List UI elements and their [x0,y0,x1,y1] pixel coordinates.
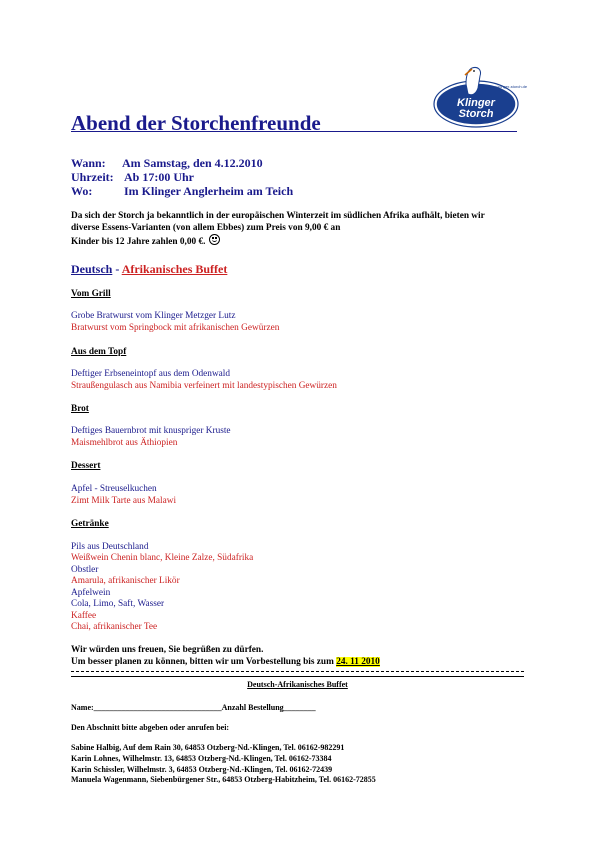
menu-item: Apfel - Streuselkuchen [71,484,157,494]
intro-line-3 [71,234,531,248]
menu-item: Deftiges Bauernbrot mit knuspriger Kruste [71,426,231,436]
section-heading-dessert: Dessert [71,461,101,471]
contact-line: Sabine Halbig, Auf dem Rain 30, 64853 Otzberg-Nd.-Klingen, Tel. 06162-982291 [71,743,345,752]
menu-item: Apfelwein [71,588,111,598]
menu-item: Deftiger Erbseneintopf aus dem Odenwald [71,369,231,379]
contact-line: Karin Schissler, Wilhelmstr. 3, 64853 Otzberg-Nd.-Klingen, Tel. 06162-72439 [71,765,333,774]
time-value: Ab 17:00 Uhr [124,170,195,184]
contact-line: Manuela Wagenmann, Siebenbürgener Str., 64853 Otzberg-Habitzheim, Tel. 06162-72855 [71,775,376,784]
intro-line-3-text: Kinder bis 12 Jahre zahlen 0,00 €. [71,237,206,247]
menu-item: Kaffee [71,611,97,621]
menu-item: Zimt Milk Tarte aus Malawi [71,496,177,506]
smiley-icon [209,234,220,245]
menu-item: Weißwein Chenin blanc, Kleine Zalze, Südafrika [71,553,254,563]
menu-item: Cola, Limo, Saft, Wasser [71,599,165,609]
where-value: Im Klinger Anglerheim am Teich [124,184,294,198]
contact-line: Karin Lohnes, Wilhelmstr. 13, 64853 Otzberg-Nd.-Klingen, Tel. 06162-73384 [71,754,332,763]
title-underline [71,131,517,132]
coupon-rule [71,676,524,677]
coupon-instruction: Den Abschnitt bitte abgeben oder anrufen bei: [71,723,230,732]
when-label: Wann: [71,156,106,170]
menu-item: Straußengulasch aus Namibia verfeinert mit landestypischen Gewürzen [71,381,337,391]
cut-line [71,671,524,672]
when-value: Am Samstag, den 4.12.2010 [122,156,263,170]
time-label: Uhrzeit: [71,170,114,184]
order-form-line[interactable]: Name:________________________________Anzahl Bestellung________ [71,703,316,712]
closing-line-1: Wir würden uns freuen, Sie begrüßen zu dürfen. [71,645,264,655]
buffet-separator: - [112,262,122,276]
buffet-deutsch: Deutsch [71,262,113,276]
intro-paragraph [71,210,531,248]
menu-item: Pils aus Deutschland [71,542,149,552]
buffet-heading [71,262,227,277]
section-heading-topf: Aus dem Topf [71,347,127,357]
menu-item: Amarula, afrikanischer Likör [71,576,180,586]
logo-url: www.klinger-storch.de [488,84,528,89]
closing-line-2-text: Um besser planen zu können, bitten wir um Vorbestellung bis zum [71,657,337,667]
section-heading-grill: Vom Grill [71,289,111,299]
buffet-afrika: Afrikanisches Buffet [121,262,228,276]
logo-text-klinger: Klinger [457,97,495,109]
logo-text-storch: Storch [458,108,494,120]
section-heading-brot: Brot [71,404,89,414]
closing-line-2 [71,657,380,667]
menu-item: Maismehlbrot aus Äthiopien [71,438,178,448]
deadline-date: 24. 11 2010 [336,657,380,667]
coupon-title: Deutsch-Afrikanisches Buffet [247,680,348,689]
menu-item: Bratwurst vom Springbock mit afrikanischen Gewürzen [71,323,280,333]
page-title: Abend der Storchenfreunde [71,111,321,135]
klinger-storch-logo [432,66,528,128]
intro-line-2: diverse Essens-Varianten (von allem Ebbes) zum Preis von 9,00 € an [71,223,341,233]
intro-line-1: Da sich der Storch ja bekanntlich in der europäischen Winterzeit im südlichen Afrika aufhält, bieten wir [71,211,485,221]
where-label: Wo: [71,184,93,198]
menu-item: Grobe Bratwurst vom Klinger Metzger Lutz [71,311,236,321]
menu-item: Chai, afrikanischer Tee [71,622,158,632]
menu-item: Obstler [71,565,99,575]
section-heading-getraenke: Getränke [71,519,109,529]
